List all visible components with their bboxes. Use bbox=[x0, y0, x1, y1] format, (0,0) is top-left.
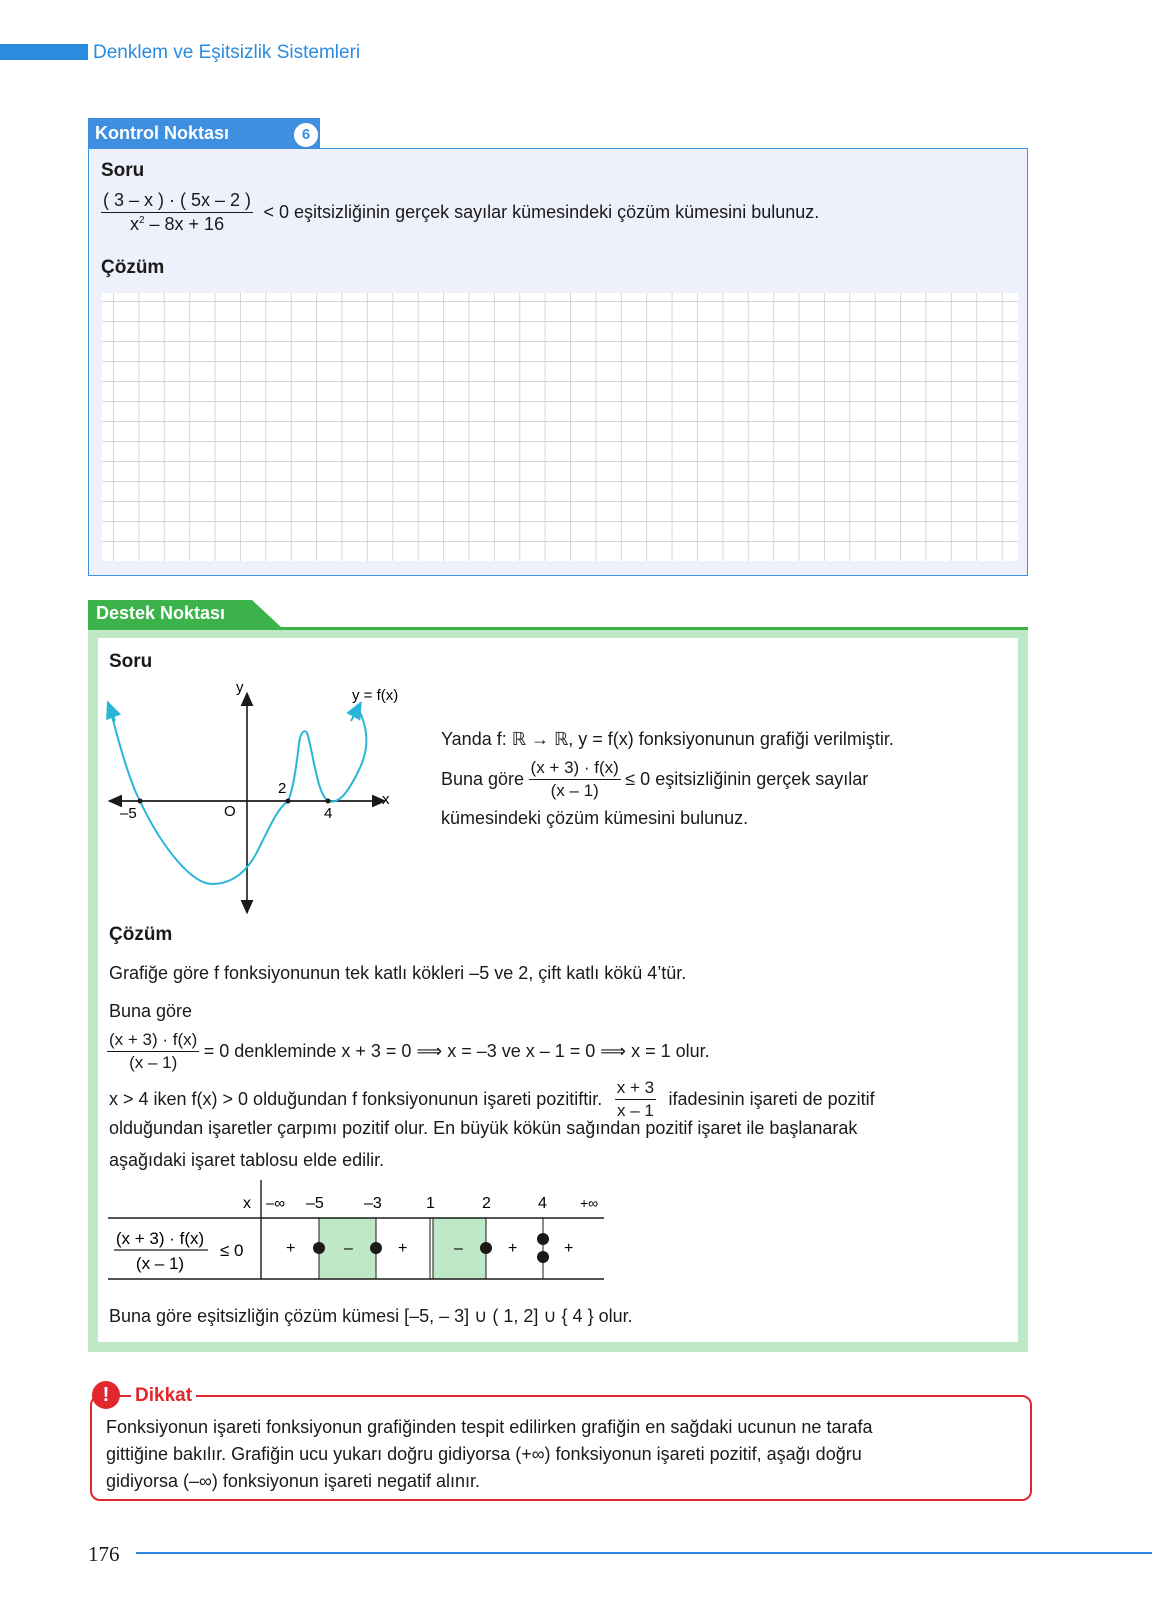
row-relation: ≤ 0 bbox=[220, 1241, 244, 1260]
root-dot-m5 bbox=[313, 1242, 325, 1254]
point-m3: –3 bbox=[364, 1195, 382, 1212]
row-frac-den: (x – 1) bbox=[135, 1254, 185, 1273]
root-dot-m3 bbox=[370, 1242, 382, 1254]
function-label: y = f(x) bbox=[352, 687, 399, 704]
kontrol-question: $\frac{( 3 - x ) \cdot ( 5x - 2 )}{x^2 - 8x + 16}$ < 0 eşitsizliğinin gerçek sayılar kümesindeki çözüm kümesini bulunuz. bbox=[103, 190, 820, 234]
header-bar bbox=[0, 44, 88, 60]
table-x-label: x bbox=[243, 1195, 251, 1212]
kontrol-cozum-label: Çözüm bbox=[101, 257, 165, 278]
tick-2: 2 bbox=[278, 780, 287, 797]
cozum-p2: Buna göre bbox=[109, 1001, 193, 1021]
sign-6: + bbox=[564, 1240, 574, 1257]
origin-label: O bbox=[224, 803, 236, 820]
y-axis-label: y bbox=[236, 679, 244, 696]
page-number: 176 bbox=[88, 1542, 120, 1566]
kontrol-number-badge: 6 bbox=[292, 121, 320, 149]
tick-4: 4 bbox=[324, 805, 333, 822]
p4-fraction: $\frac{x + 3}{x - 1}$ bbox=[616, 1078, 655, 1120]
sign-table bbox=[108, 1180, 608, 1286]
cozum-result: Buna göre eşitsizliğin çözüm kümesi [–5, – 3] ∪ ( 1, 2] ∪ { 4 } olur. bbox=[109, 1306, 633, 1326]
warning-icon: ! bbox=[92, 1381, 120, 1409]
point-m5: –5 bbox=[306, 1195, 324, 1212]
sign-3: + bbox=[398, 1240, 408, 1257]
tick-minus5: –5 bbox=[120, 805, 137, 822]
sign-5: + bbox=[508, 1240, 518, 1257]
sign-1: + bbox=[286, 1240, 296, 1257]
point-2: 2 bbox=[482, 1195, 491, 1212]
point-1: 1 bbox=[426, 1195, 435, 1212]
root-dot-2 bbox=[480, 1242, 492, 1254]
destek-q-line1: Yanda f: ℝ → ℝ, y = f(x) fonksiyonunun grafiği verilmiştir. bbox=[441, 729, 894, 749]
kontrol-tab: Kontrol Noktası bbox=[88, 118, 320, 148]
eq-fraction: $\frac{(x + 3) \cdot f(x)}{(x - 1)}$ bbox=[109, 1030, 198, 1072]
destek-tab-label: Destek Noktası bbox=[96, 603, 226, 623]
dikkat-line1: Fonksiyonun işareti fonksiyonun grafiğinden tespit edilirken grafiğin en sağdaki ucunun ne tarafa bbox=[106, 1417, 873, 1437]
cozum-p6: aşağıdaki işaret tablosu elde edilir. bbox=[109, 1150, 385, 1170]
point-4: 4 bbox=[538, 1195, 547, 1212]
destek-q-line2: Buna göre $\frac{(x + 3) \cdot f(x)}{(x - 1)}$ ≤ 0 eşitsizliğinin gerçek sayılar bbox=[441, 758, 869, 800]
row-frac-num: (x + 3) · f(x) bbox=[115, 1229, 205, 1248]
section-title: Denklem ve Eşitsizlik Sistemleri bbox=[93, 42, 361, 63]
dikkat-line3: gidiyorsa (–∞) fonksiyonun işareti negatif alınır. bbox=[106, 1471, 481, 1491]
answer-grid[interactable] bbox=[102, 293, 1018, 561]
point-neg-inf: –∞ bbox=[266, 1195, 286, 1212]
function-graph bbox=[100, 676, 430, 916]
sign-2: – bbox=[344, 1240, 353, 1257]
dikkat-line2: gittiğine bakılır. Grafiğin ucu yukarı doğru gidiyorsa (+∞) fonksiyonun işareti pozitif, aşağı doğru bbox=[106, 1444, 862, 1464]
destek-q-fraction: $\frac{(x + 3) \cdot f(x)}{(x - 1)}$ bbox=[530, 758, 619, 800]
destek-tab bbox=[88, 600, 298, 628]
sign-4: – bbox=[454, 1240, 463, 1257]
destek-cozum-label: Çözüm bbox=[109, 924, 173, 945]
root-dot-4a bbox=[537, 1233, 549, 1245]
kontrol-soru-label: Soru bbox=[101, 160, 145, 181]
cozum-p4: x > 4 iken f(x) > 0 olduğundan f fonksiyonunun işareti pozitiftir. $\frac{x + 3}{x - 1}$ ifadesinin işareti de pozitif bbox=[109, 1078, 875, 1120]
point-pos-inf: +∞ bbox=[580, 1195, 599, 1211]
dikkat-label: Dikkat bbox=[131, 1385, 196, 1407]
destek-soru-label: Soru bbox=[109, 651, 153, 672]
root-dot-4b bbox=[537, 1251, 549, 1263]
function-curve bbox=[110, 708, 366, 884]
cozum-p5: olduğundan işaretler çarpımı pozitif olur. En büyük kökün sağından pozitif işaret ile başlanarak bbox=[109, 1118, 858, 1138]
destek-q-line3: kümesindeki çözüm kümesini bulunuz. bbox=[441, 808, 749, 828]
footer-rule bbox=[136, 1552, 1152, 1554]
cozum-p1: Grafiğe göre f fonksiyonunun tek katlı kökleri –5 ve 2, çift katlı kökü 4’tür. bbox=[109, 963, 687, 983]
x-axis-label: x bbox=[382, 791, 390, 808]
cozum-equation: $\frac{(x + 3) \cdot f(x)}{(x - 1)}$ = 0 denkleminde x + 3 = 0 ⟹ x = –3 ve x – 1 = 0 ⟹ x = 1 olur. bbox=[109, 1030, 710, 1072]
kontrol-fraction: $\frac{( 3 - x ) \cdot ( 5x - 2 )}{x^2 - 8x + 16}$ bbox=[103, 190, 252, 234]
